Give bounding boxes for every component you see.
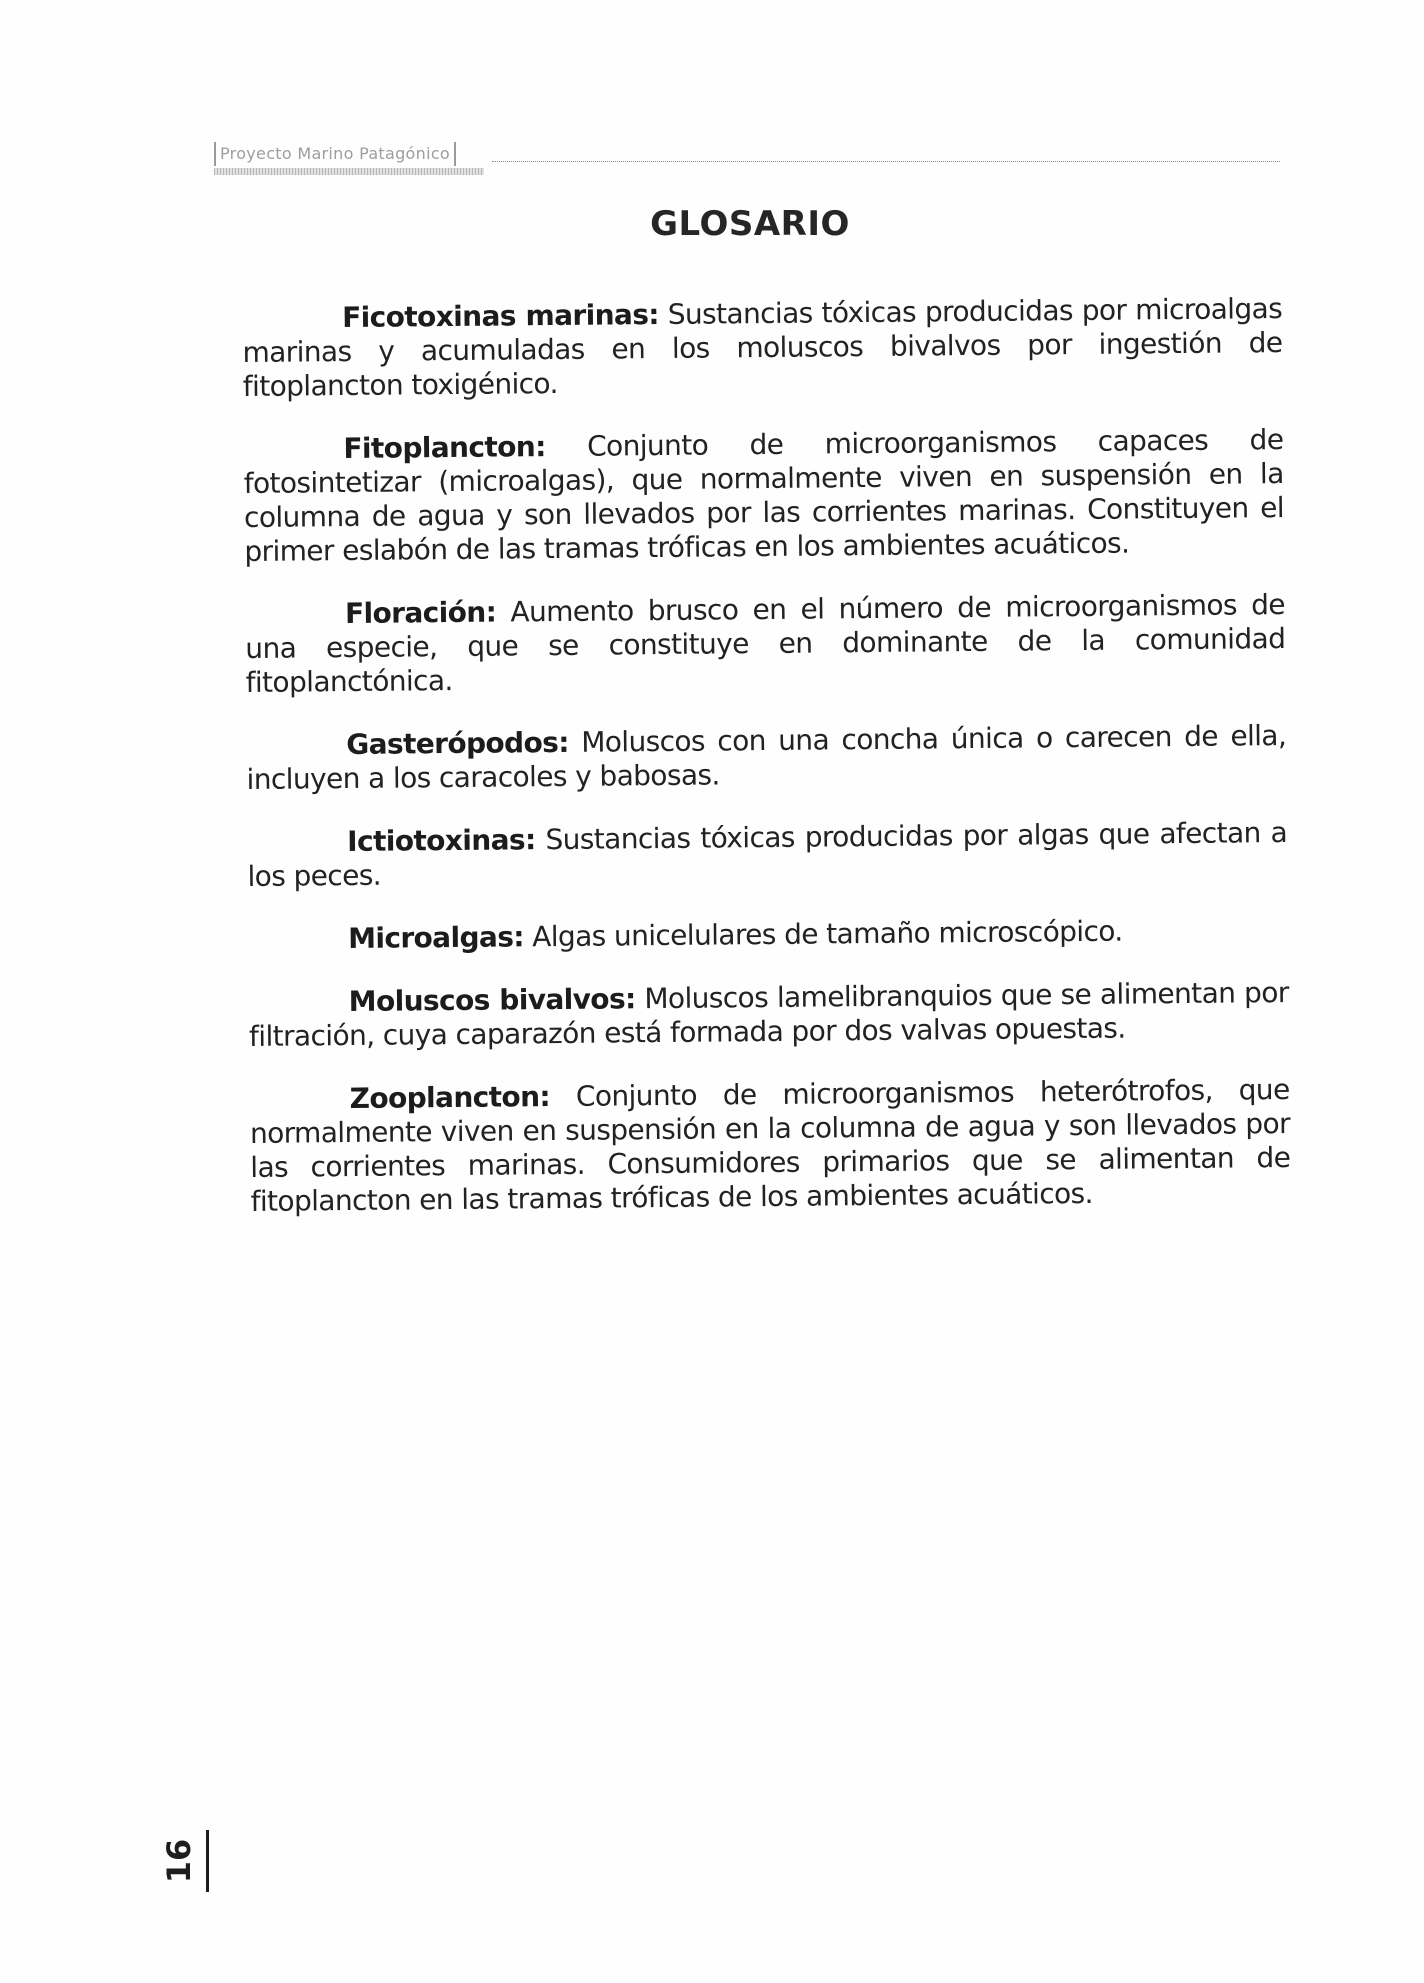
glossary-term: Floración: [344, 595, 497, 631]
glossary-entry-microalgas [248, 913, 1288, 957]
glossary-term: Gasterópodos: [346, 725, 569, 762]
glossary-entry-gasteropodos [246, 719, 1287, 797]
glossary-entry-zooplancton [249, 1073, 1290, 1219]
glossary-term: Microalgas: [347, 920, 525, 956]
running-title: Proyecto Marino Patagónico [214, 142, 456, 166]
glossary-term: Ficotoxinas marinas: [341, 297, 660, 335]
glossary-term: Ictiotoxinas: [347, 823, 536, 859]
glossary-definition: Algas unicelulares de tamaño microscópico. [523, 914, 1123, 954]
glossary-definition: Sustancias tóxicas producidas por algas que afectan a los peces. [247, 815, 1288, 893]
glossary-definition: Conjunto de microorganismos heterótrofos, que normalmente viven en suspensión en la columna de agua y son llevados por las corrientes marinas. Consumidores primarios que se alimentan de fitoplancton en las tramas tróficas de los ambientes acuáticos. [249, 1072, 1291, 1218]
glossary-entry-ictiotoxinas [247, 816, 1288, 894]
glossary-term: Fitoplancton: [343, 430, 546, 466]
glossary-definition: Aumento brusco en el número de microorganismos de una especie, que se constituye en dominante de la comunidad fitoplanctónica. [245, 588, 1286, 699]
page-title: GLOSARIO [650, 204, 850, 244]
glossary-definition: Conjunto de microorganismos capaces de fotosintetizar (microalgas), que normalmente viven en suspensión en la columna de agua y son llevados por las corrientes marinas. Constituyen el primer eslabón de las tramas tróficas en los ambientes acuáticos. [243, 423, 1285, 568]
page-number [156, 1828, 202, 1894]
running-header [214, 142, 1280, 182]
glossary-term: Moluscos bivalvos: [348, 982, 636, 1019]
glossary-definition: Sustancias tóxicas producidas por microalgas marinas y acumuladas en los moluscos bivalvos por ingestión de fitoplancton toxigénico. [242, 292, 1283, 403]
page-number-bar [206, 1830, 209, 1892]
glossary-list [242, 292, 1291, 1248]
page-number-text: 16 [160, 1838, 198, 1884]
glossary-entry-moluscos-bivalvos [249, 976, 1290, 1054]
glossary-entry-ficotoxinas [242, 292, 1283, 404]
glossary-definition: Moluscos lamelibranquios que se alimentan por filtración, cuya caparazón está formada por dos valvas opuestas. [248, 975, 1289, 1053]
glossary-term: Zooplancton: [349, 1080, 551, 1116]
header-rule [492, 161, 1280, 162]
glossary-entry-fitoplancton [243, 423, 1284, 569]
glossary-entry-floracion [245, 588, 1286, 700]
glossary-definition: Moluscos con una concha única o carecen de ella, incluyen a los caracoles y babosas. [246, 718, 1287, 796]
header-underbar [214, 168, 484, 175]
